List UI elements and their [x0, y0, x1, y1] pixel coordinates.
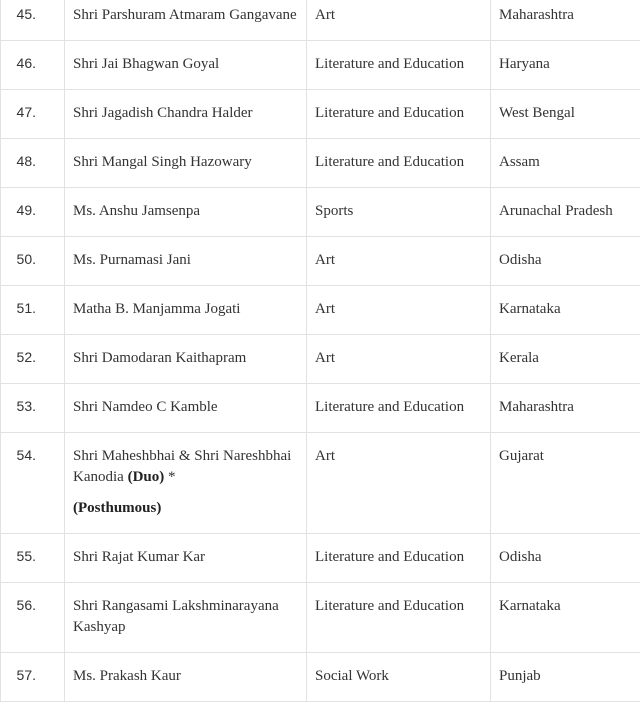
table-row — [1, 433, 640, 534]
posthumous-note: (Posthumous) — [73, 498, 298, 519]
award-field: Literature and Education — [307, 534, 491, 583]
awardee-name: Shri Mangal Singh Hazowary — [65, 139, 307, 188]
award-field: Literature and Education — [307, 90, 491, 139]
award-field: Art — [307, 237, 491, 286]
awardee-name-cell — [65, 433, 307, 534]
serial-number: 52. — [1, 335, 65, 384]
awardee-name: Shri Maheshbhai & Shri Nareshbhai Kanodia — [73, 448, 291, 485]
table-row — [1, 41, 640, 90]
awardee-name: Shri Rangasami Lakshminarayana Kashyap — [65, 583, 307, 653]
table-row — [1, 188, 640, 237]
serial-number: 51. — [1, 286, 65, 335]
serial-number: 46. — [1, 41, 65, 90]
awardee-state: Maharashtra — [491, 384, 640, 433]
awardee-state: Karnataka — [491, 286, 640, 335]
table-row — [1, 653, 640, 702]
serial-number: 45. — [1, 0, 65, 41]
award-field: Art — [307, 433, 491, 534]
awardee-state: Odisha — [491, 237, 640, 286]
awardee-name: Ms. Anshu Jamsenpa — [65, 188, 307, 237]
serial-number: 50. — [1, 237, 65, 286]
award-field: Art — [307, 335, 491, 384]
awardee-state: Maharashtra — [491, 0, 640, 41]
award-field: Literature and Education — [307, 583, 491, 653]
awardee-name: Shri Parshuram Atmaram Gangavane — [65, 0, 307, 41]
award-field: Literature and Education — [307, 41, 491, 90]
serial-number: 54. — [1, 433, 65, 534]
award-field: Art — [307, 286, 491, 335]
awardee-name: Ms. Prakash Kaur — [65, 653, 307, 702]
serial-number: 57. — [1, 653, 65, 702]
serial-number: 56. — [1, 583, 65, 653]
awardee-state: Karnataka — [491, 583, 640, 653]
serial-number: 48. — [1, 139, 65, 188]
table-row — [1, 237, 640, 286]
duo-label: (Duo) — [128, 469, 165, 485]
awardee-name: Shri Namdeo C Kamble — [65, 384, 307, 433]
serial-number: 47. — [1, 90, 65, 139]
awardee-name: Ms. Purnamasi Jani — [65, 237, 307, 286]
awardee-state: Punjab — [491, 653, 640, 702]
award-field: Art — [307, 0, 491, 41]
serial-number: 55. — [1, 534, 65, 583]
awardee-state: Odisha — [491, 534, 640, 583]
awardee-state: Arunachal Pradesh — [491, 188, 640, 237]
award-field: Literature and Education — [307, 384, 491, 433]
table-row — [1, 583, 640, 653]
table-row — [1, 286, 640, 335]
table-row — [1, 384, 640, 433]
award-field: Literature and Education — [307, 139, 491, 188]
table-row — [1, 0, 640, 41]
table-row — [1, 335, 640, 384]
awardee-name: Shri Jai Bhagwan Goyal — [65, 41, 307, 90]
award-field: Social Work — [307, 653, 491, 702]
table-row — [1, 90, 640, 139]
awardee-state: Assam — [491, 139, 640, 188]
table-row — [1, 139, 640, 188]
awardee-state: West Bengal — [491, 90, 640, 139]
awardee-name: Matha B. Manjamma Jogati — [65, 286, 307, 335]
awardee-name: Shri Jagadish Chandra Halder — [65, 90, 307, 139]
awardee-state: Haryana — [491, 41, 640, 90]
table-row — [1, 534, 640, 583]
serial-number: 49. — [1, 188, 65, 237]
award-field: Sports — [307, 188, 491, 237]
awardee-name: Shri Rajat Kumar Kar — [65, 534, 307, 583]
serial-number: 53. — [1, 384, 65, 433]
awardee-state: Kerala — [491, 335, 640, 384]
awardee-state: Gujarat — [491, 433, 640, 534]
asterisk-mark: * — [164, 469, 175, 485]
awardee-name: Shri Damodaran Kaithapram — [65, 335, 307, 384]
